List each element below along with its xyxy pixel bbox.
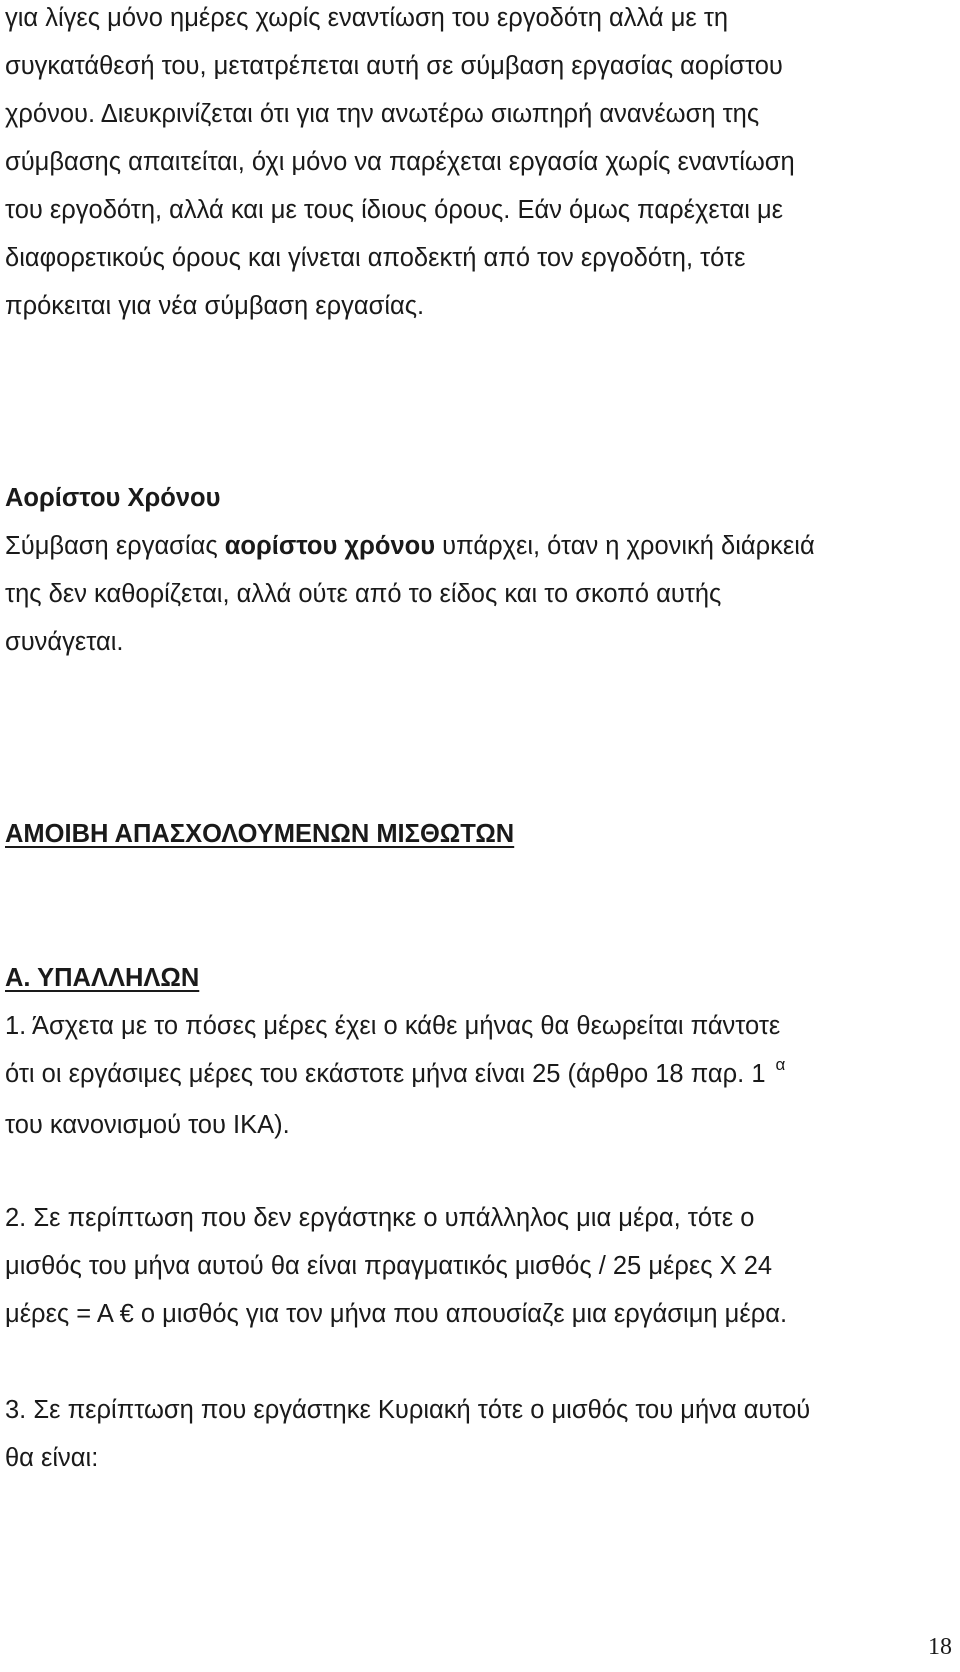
item-line: θα είναι: [5,1444,99,1472]
indefinite-line: συνάγεται. [5,628,124,656]
intro-line: συγκατάθεσή του, μετατρέπεται αυτή σε σύμβαση εργασίας αορίστου [5,52,783,80]
intro-line: για λίγες μόνο ημέρες χωρίς εναντίωση του εργοδότη αλλά με τη [5,4,729,32]
item-3 [5,1386,810,1482]
intro-line: χρόνου. Διευκρινίζεται ότι για την ανωτέρω σιωπηρή ανανέωση της [5,100,760,128]
indefinite-heading: Αορίστου Χρόνου [5,484,221,512]
intro-line: του εργοδότη, αλλά και με τους ίδιους όρους. Εάν όμως παρέχεται με [5,196,784,224]
item-line: μισθός του μήνα αυτού θα είναι πραγματικός μισθός / 25 μέρες Χ 24 [5,1252,773,1280]
indefinite-term-bold: αορίστου χρόνου [224,532,436,560]
item-line: 2. Σε περίπτωση που δεν εργάστηκε ο υπάλληλος μια μέρα, τότε ο [5,1204,755,1232]
item-line: μέρες = Α € ο μισθός για τον μήνα που απουσίαζε μια εργάσιμη μέρα. [5,1300,788,1328]
intro-line: διαφορετικούς όρους και γίνεται αποδεκτή από τον εργοδότη, τότε [5,244,746,272]
indefinite-text: Σύμβαση εργασίας [5,532,225,560]
page-number: 18 [928,1634,952,1660]
item-line [5,1050,785,1101]
superscript-alpha: α [775,1055,786,1074]
intro-paragraph [5,0,795,330]
item-text: ότι οι εργάσιμες μέρες του εκάστοτε μήνα είναι 25 (άρθρο 18 παρ. 1 [5,1060,766,1088]
indefinite-section [5,474,815,666]
intro-line: πρόκειται για νέα σύμβαση εργασίας. [5,292,425,320]
item-line: του κανονισμού του ΙΚΑ). [5,1111,290,1139]
item-1 [5,1002,785,1149]
indefinite-line: της δεν καθορίζεται, αλλά ούτε από το είδος και το σκοπό αυτής [5,580,722,608]
item-line: 1. Άσχετα με το πόσες μέρες έχει ο κάθε μήνας θα θεωρείται πάντοτε [5,1012,781,1040]
section-title: ΑΜΟΙΒΗ ΑΠΑΣΧΟΛΟΥΜΕΝΩΝ ΜΙΣΘΩΤΩΝ [5,820,515,848]
item-line: 3. Σε περίπτωση που εργάστηκε Κυριακή τότε ο μισθός του μήνα αυτού [5,1396,811,1424]
indefinite-line [5,522,815,570]
indefinite-text: υπάρχει, όταν η χρονική διάρκειά [435,532,815,560]
subsection-title: Α. ΥΠΑΛΛΗΛΩΝ [5,964,200,992]
intro-line: σύμβασης απαιτείται, όχι μόνο να παρέχεται εργασία χωρίς εναντίωση [5,148,795,176]
item-2 [5,1194,787,1338]
